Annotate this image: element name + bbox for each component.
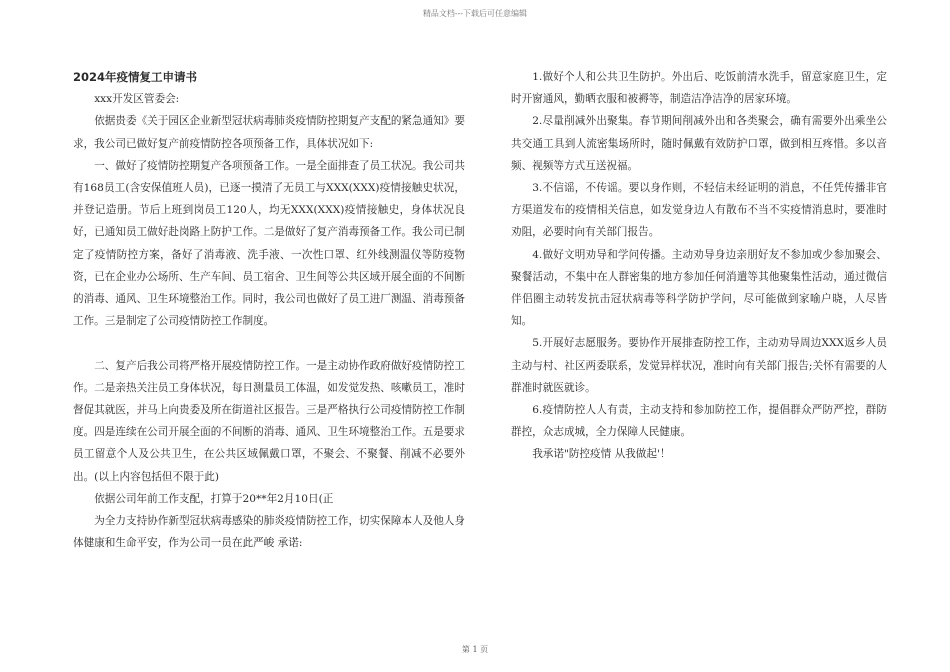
left-column — [73, 66, 465, 554]
pledge-item-4: 4.做好文明劝导和学问传播。主动劝导身边亲朋好友不参加或少参加聚会、聚餐活动，不集中在人群密集的地方参加任何消遣等其他聚集性活动，通过微信伴侣圈主动转发抗击冠状病毒等科学防护学问，尽可能做到家喻户晓，人尽皆知。 — [511, 248, 887, 328]
pledge-item-3: 3.不信谣，不传谣。要以身作则，不轻信未经证明的消息，不任凭传播非官方渠道发布的疫情相关信息，如发觉身边人有散布不当不实疫情消息时，要准时劝阻，必要时向有关部门报告。 — [511, 182, 887, 239]
right-column — [511, 66, 887, 466]
pledge-paragraph: 为全力支持协作新型冠状病毒感染的肺炎疫情防控工作，切实保障本人及他人身体健康和生命平安，作为公司一员在此严峻 承诺: — [73, 515, 465, 550]
salutation: xxx开发区管委会: — [94, 93, 180, 106]
pledge-item-6: 6.疫情防控人人有责，主动支持和参加防控工作，提倡群众严防严控，群防群控，众志成城，全力保障人民健康。 — [511, 404, 887, 439]
pledge-item-5: 5.开展好志愿服务。要协作开展排查防控工作，主动劝导周边XXX返乡人员主动与村、社区两委联系，发觉异样状况，准时向有关部门报告;关怀有需要的人群准时就医就诊。 — [511, 337, 887, 394]
page-header: 精品文档---下载后可任意编辑 — [422, 9, 528, 18]
document-title: 2024年疫情复工申请书 — [73, 70, 198, 84]
pledge-item-2: 2.尽量削减外出聚集。春节期间削减外出和各类聚会，确有需要外出乘坐公共交通工具到人流密集场所时，随时佩戴有效防护口罩，做到相互疼惜。多以音频、视频等方式互送祝福。 — [511, 115, 887, 172]
part-one-paragraph: 一、做好了疫情防控期复产各项预备工作。一是全面排查了员工状况。我公司共有168员工(含安保值班人员)，已逐一摸清了无员工与XXX(XXX)疫情接触史状况，并登记造册。节后上班到岗员工120人，均无XXX(XXX)疫情接触史，身体状况良好，已通知员工做好赴岗路上防护工作。二是做好了复产消毒预备工作。我公司已制定了疫情防控方案，备好了消毒液、洗手液、一次性口罩、红外线测温仪等防疫物资，已在企业办公场所、生产车间、员工宿舍、卫生间等公共区域开展全面的不间断的消毒、通风、卫生环境整治工作。同时，我公司也做好了员工进厂测温、消毒预备工作。三是制定了公司疫情防控工作制度。 — [73, 159, 465, 328]
page-number: 第 1 页 — [461, 645, 489, 654]
paragraph-gap — [73, 332, 465, 354]
plan-paragraph: 依据公司年前工作支配，打算于20**年2月10日(正 — [94, 492, 334, 505]
pledge-item-1: 1.做好个人和公共卫生防护。外出后、吃饭前清水洗手，留意家庭卫生，定时开窗通风，勤晒衣服和被褥等，制造洁净洁净的居家环境。 — [511, 71, 887, 106]
intro-paragraph: 依据贵委《关于园区企业新型冠状病毒肺炎疫情防控期复产支配的紧急通知》要求，我公司已做好复产前疫情防控各项预备工作，具体状况如下: — [73, 115, 465, 150]
part-two-paragraph: 二、复产后我公司将严格开展疫情防控工作。一是主动协作政府做好疫情防控工作。二是亲热关注员工身体状况，每日测量员工体温，如发觉发热、咳嗽员工，准时督促其就医，并马上向贵委及所在街道社区报告。三是严格执行公司疫情防控工作制度。四是连续在公司开展全面的不间断的消毒、通风、卫生环境整治工作。五是要求员工留意个人及公共卫生，在公共区域佩戴口罩，不聚会、不聚餐、削减不必要外出。(以上内容包括但不限于此) — [73, 359, 465, 483]
closing-line: 我承诺"防控疫情 从我做起'！ — [532, 448, 671, 461]
